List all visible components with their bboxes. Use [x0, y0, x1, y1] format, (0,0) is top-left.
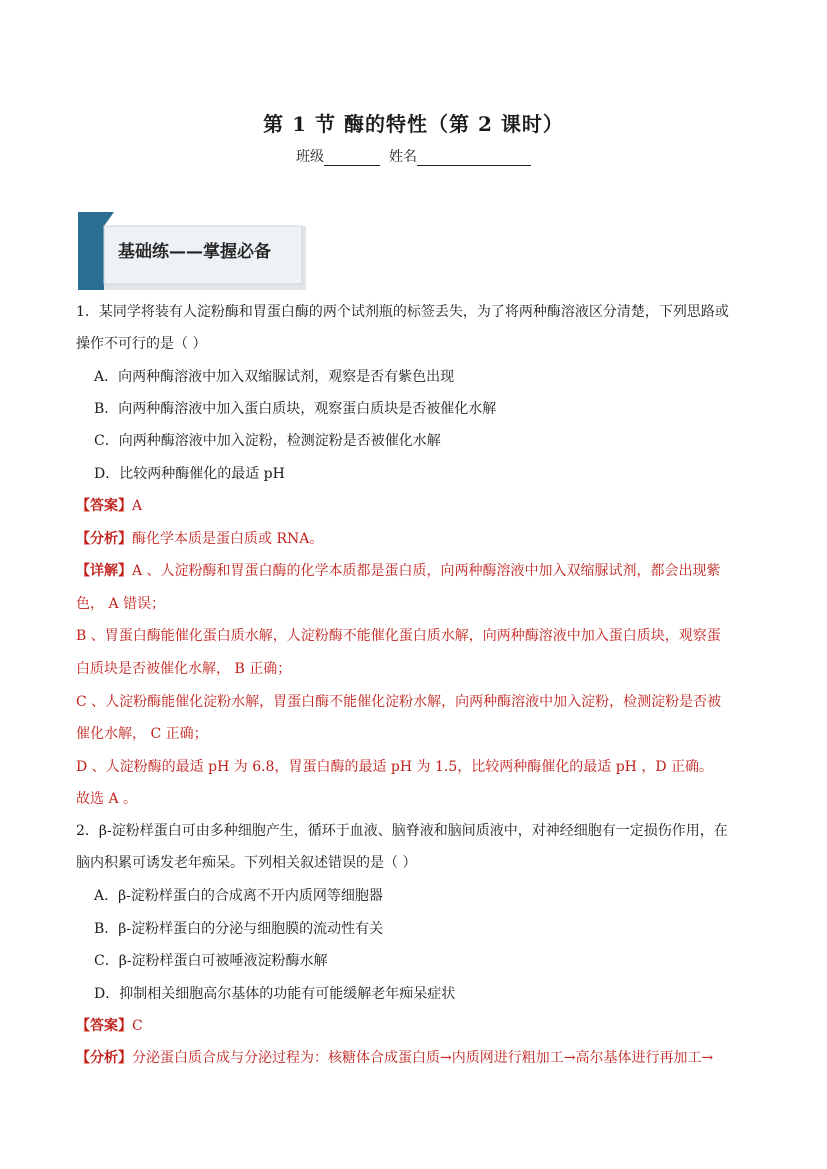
q2-answer — [76, 1016, 143, 1036]
q2-stem-line1: 2．β-淀粉样蛋白可由多种细胞产生，循环于血液、脑脊液和脑间质液中，对神经细胞有一定损伤作用，在 — [76, 823, 728, 839]
q1-option-d: D．比较两种酶催化的最适 pH — [94, 466, 285, 482]
analysis-tag: 【分析】 — [76, 1050, 132, 1066]
q1-detail-line3: B 、胃蛋白酶能催化蛋白质水解，人淀粉酶不能催化蛋白质水解，向两种酶溶液中加入蛋白质块，观察蛋 — [76, 628, 721, 644]
q1-detail-line7: D 、人淀粉酶的最适 pH 为 6.8，胃蛋白酶的最适 pH 为 1.5，比较两种酶催化的最适 pH ，D 正确。 — [76, 759, 713, 775]
answer-tag: 【答案】 — [76, 1018, 132, 1034]
q1-detail-line1 — [76, 561, 721, 581]
q2-option-c: C．β-淀粉样蛋白可被唾液淀粉酶水解 — [94, 953, 328, 969]
detail-text: A 、人淀粉酶和胃蛋白酶的化学本质都是蛋白质，向两种酶溶液中加入双缩脲试剂，都会出现紫 — [132, 563, 721, 579]
q2-option-d: D．抑制相关细胞高尔基体的功能有可能缓解老年痴呆症状 — [94, 986, 456, 1002]
analysis-tag: 【分析】 — [76, 531, 132, 547]
q1-stem-line2: 操作不可行的是（ ） — [76, 336, 207, 352]
name-blank — [417, 151, 531, 166]
q2-option-b: B．β-淀粉样蛋白的分泌与细胞膜的流动性有关 — [94, 921, 384, 937]
banner-text: 基础练——掌握必备 — [118, 242, 271, 262]
q1-option-c: C．向两种酶溶液中加入淀粉，检测淀粉是否被催化水解 — [94, 433, 441, 449]
q2-option-a: A．β-淀粉样蛋白的合成离不开内质网等细胞器 — [94, 888, 383, 904]
q1-analysis — [76, 529, 323, 549]
answer-tag: 【答案】 — [76, 498, 132, 514]
q2-stem-line2: 脑内积累可诱发老年痴呆。下列相关叙述错误的是（ ） — [76, 855, 417, 871]
answer-value: C — [132, 1018, 143, 1034]
section-banner — [78, 212, 306, 290]
q1-detail-line2: 色， A 错误； — [76, 596, 166, 612]
analysis-text: 分泌蛋白质合成与分泌过程为：核糖体合成蛋白质→内质网进行粗加工→高尔基体进行再加工→ — [132, 1050, 714, 1066]
q1-option-a: A．向两种酶溶液中加入双缩脲试剂，观察是否有紫色出现 — [94, 369, 455, 385]
class-label: 班级 — [296, 149, 325, 165]
analysis-text: 酶化学本质是蛋白质或 RNA。 — [132, 531, 324, 547]
q1-detail-line5: C 、人淀粉酶能催化淀粉水解，胃蛋白酶不能催化淀粉水解，向两种酶溶液中加入淀粉，检测淀粉是否被 — [76, 694, 722, 710]
page-title: 第 1 节 酶的特性（第 2 课时） — [263, 112, 564, 136]
name-label: 姓名 — [388, 149, 417, 165]
class-name-line — [0, 146, 827, 166]
answer-value: A — [132, 498, 143, 514]
class-blank — [324, 151, 380, 166]
q1-detail-line6: 催化水解， C 正确； — [76, 726, 208, 742]
q1-stem-line1: 1．某同学将装有人淀粉酶和胃蛋白酶的两个试剂瓶的标签丢失，为了将两种酶溶液区分清楚，下列思路或 — [76, 304, 729, 320]
q1-detail-line4: 白质块是否被催化水解， B 正确； — [76, 661, 292, 677]
q1-answer — [76, 496, 142, 516]
q2-analysis — [76, 1048, 713, 1068]
detail-tag: 【详解】 — [76, 563, 132, 579]
q1-option-b: B．向两种酶溶液中加入蛋白质块，观察蛋白质块是否被催化水解 — [94, 401, 497, 417]
q1-detail-line8: 故选 A 。 — [76, 791, 138, 807]
